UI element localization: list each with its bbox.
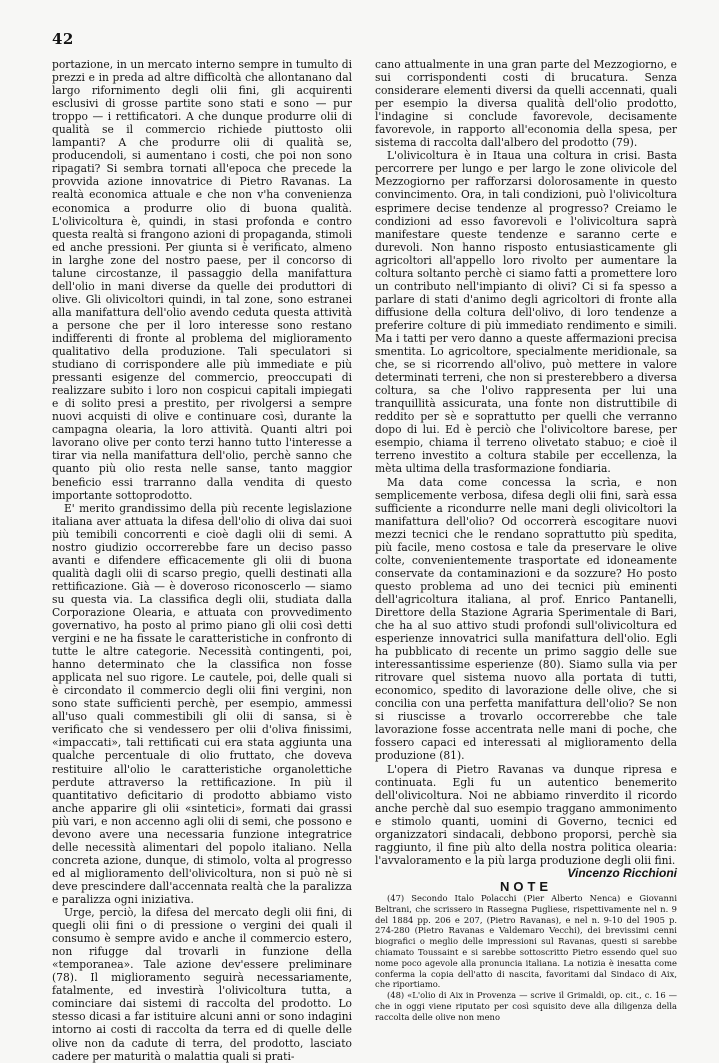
author-signature: Vincenzo Ricchioni [567, 865, 677, 880]
body-paragraph: Ma data come concessa la scrìa, e non semplicemente verbosa, difesa degli olii fini, sarà essa sufficiente a ricondurre nelle mani degli olivicoltori la manifattura dell'olio? Od occorrerà escogitare nuovi mezzi tecnici che le rendano soprattutto più spedita, più facile, meno costosa e tale da preservare le olive colte, convenientemente trasportate ed idoneamente conservate da contaminazioni e da sozzure? Ho posto questo problema ad uno dei tecnici più eminenti dell'agricoltura italiana, al prof. Enrico Pantanelli, Direttore della Stazione Agraria Sperimentale di Bari, che ha al suo attivo studi profondi sull'olivicoltura ed esperienze innovatrici sulla manifattura dell'olio. Egli ha pubblicato di recente un primo saggio delle sue interessantissime esperienze (80). Siamo sulla via per ritrovare quel sistema nuovo alla portata di tutti, economico, spedito di lavorazione delle olive, che si concilia con una perfetta manifattura dell'olio? Se non si riuscisse a trovarlo occorrerebbe che tale lavorazione fosse accentrata nelle mani di poche, che fossero capaci ed interessati al miglioramento della produzione (81). [375, 475, 677, 763]
footnote: (47) Secondo Italo Polacchi (Pier Alberto Nenca) e Giovanni Beltrani, che scrissero in Rassegna Pugliese, rispettivamente nel n. 9 del 1884 pp. 206 e 207, (Pietro Ravanas), e nel n. 9-10 del 1905 p. 274-280 (Pietro Ravanas e Valdemaro Vecchi), dei brevissimi cenni biografici o meglio delle impressioni sul Ravanas, questi si sarebbe chiamato Toussaint e si sarebbe sottoscritto Pietro essendo quel suo nome poco agevole alla pronuncia italiana. La notizia è inesatta come conferma la copia dell'atto di nascita, favoritami dal Sindaco di Aix, che riportiamo. [375, 893, 677, 990]
body-paragraph: L'opera di Pietro Ravanas va dunque ripresa e continuata. Egli fu un autentico benemerito dell'olivicoltura. Noi ne abbiamo rinverdito il ricordo anche perchè dal suo esempio traggano ammonimento e stimolo quanti, uomini di Governo, tecnici ed organizzatori sindacali, debbono proporsi, perchè sia raggiunto, il fine più alto della nostra politica olearia: l'avvaloramento e la più larga produzione degli olii fini. [375, 762, 677, 867]
body-paragraph: Urge, perciò, la difesa del mercato degli olii fini, di quegli olii fini o di pressione o vergini dei quali il consumo è sempre avido e anche il commercio estero, non rifugge dal trovarli in funzione della «temporanea». Tale azione dev'essere preliminare (78). Il miglioramento seguirà necessariamente, fatalmente, ed investirà l'olivicoltura tutta, a cominciare dai sistemi di raccolta del prodotto. Lo stesso dicasi a far istituire alcuni anni or sono indagini intorno ai costi di raccolta da terra ed di quelle delle olive non da cadute di terra, del prodotto, lasciato cadere per maturità o malattia quali si prati- [52, 906, 352, 1063]
right-column [375, 58, 677, 1023]
body-paragraph: cano attualmente in una gran parte del Mezzogiorno, e sui corrispondenti costi di brucatura. Senza considerare elementi diversi da quelli accennati, quali per esempio la diversa qualità dell'olio prodotto, l'indagine si conclude favorevole, decisamente favorevole, in rapporto all'economia della spesa, per sistema di raccolta dall'albero del prodotto (79). [375, 58, 677, 150]
footnote: (48) «L'olio di Aix in Provenza — scrive il Grimaldi, op. cit., c. 16 — che in oggi viene riputato per così squisito deve alla diligenza della raccolta delle olive non meno [375, 990, 677, 1022]
notes-heading: NOTE [499, 878, 553, 894]
body-paragraph: E' merito grandissimo della più recente legislazione italiana aver attuata la difesa dell'olio di oliva dai suoi più temibili concorrenti e cioè dagli olii di semi. A nostro giudizio occorrerebbe fare un deciso passo avanti e difendere efficacemente gli olii di buona qualità dagli olii di scarso pregio, quelli destinati alla rettificazione. Già — è doveroso riconoscerlo — siamo su questa via. La classifica degli olii, studiata dalla Corporazione Olearia, e attuata con provvedimento governativo, ha posto al primo piano gli olii così detti vergini e ne ha fissate le caratteristiche in confronto di tutte le altre categorie. Necessità contingenti, poi, hanno determinato che la classifica non fosse applicata nel suo rigore. Le cautele, poi, delle quali si è circondato il commercio degli olii fini vergini, non sono state sufficienti perchè, per esempio, ammessi all'uso quali commestibili gli olii di sansa, si è verificato che si vendessero per olii d'oliva finissimi, «impaccati», tali rettificati cui era stata aggiunta una qualche percentuale di olio fruttato, che doveva restituire all'olio le caratteristiche organolettiche perdute attraverso la rettificazione. In più il quantitativo deficitario di prodotto abbiamo visto anche apparire gli olii «sintetici», formati dai grassi più vari, e non accenno agli olii di semi, che possono e devono avere una necessaria funzione integratrice delle necessità alimentari del popolo italiano. Nella concreta azione, dunque, di stimolo, volta al progresso ed al miglioramento dell'olivicoltura, non si può nè si deve prescindere dall'accennata realtà che la paralizza e paralizza ogni iniziativa. [52, 501, 352, 906]
left-column [52, 58, 352, 1063]
page-number: 42 [52, 30, 74, 48]
body-paragraph: L'olivicoltura è in Itaua una coltura in crisi. Basta percorrere per lungo e per largo le zone olivicole del Mezzogiorno per rafforzarsi dolorosamente in questo convincimento. Ora, in tali condizioni, può l'olivicoltura esprimere decise tendenze al progresso? Creiamo le condizioni ad esso favorevoli e l'olivicoltura saprà manifestare queste tendenze e saranno certe e durevoli. Non hanno risposto entusiasticamente gli agricoltori all'appello loro rivolto per aumentare la coltura soltanto perchè ci siamo fatti a promettere loro un contributo nell'impianto di olivi? Ci si fa spesso a parlare di stati d'animo degli agricoltori di fronte alla diffusione della coltura dell'olivo, di loro tendenze a preferire colture di più immediato rendimento e simili. Ma i tatti per vero danno a queste affermazioni precisa smentita. Lo agricoltore, specialmente meridionale, sa che, se si ricorrendo all'olivo, può mettere in valore determinati terreni, che non si presterebbero a diversa coltura, sa che l'olivo rappresenta per lui una tranquillità assicurata, una fonte non distruttibile di reddito per sè e soprattutto per quelli che verranno dopo di lui. Ed è perciò che l'olivicoltore barese, per esempio, chiama il terreno olivetato stabuo; e cioè il terreno investito a coltura stabile per eccellenza, la mèta ultima della trasformazione fondiaria. [375, 149, 677, 476]
body-paragraph: portazione, in un mercato interno sempre in tumulto di prezzi e in preda ad altre difficoltà che allontanano dal largo rifornimento degli olii fini, gli acquirenti esclusivi di grosse partite sono stati e sono — pur troppo — i rettificatori. A che dunque produrre olii di qualità se il commercio richiede piuttosto olii lampanti? A che produrre olii di qualità se, producendoli, si aumentano i costi, che poi non sono ripagati? Si sembra tornati all'epoca che precede la provvida azione innovatrice di Pietro Ravanas. La realtà economica attuale e che non v'ha convenienza economica a produrre olio di buona qualità. L'olivicoltura è, quindi, in stasi profonda e contro questa realtà si frangono azioni di propaganda, stimoli ed anche pressioni. Per giunta si è verificato, almeno in larghe zone del nostro paese, per il concorso di talune circostanze, il passaggio della manifattura dell'olio in mani diverse da quelle dei produttori di olive. Gli olivicoltori quindi, in tal zone, sono estranei alla manifattura dell'olio avendo ceduta questa attività a persone che per il loro interesse sono restano indifferenti di fronte al problema del miglioramento qualitativo della produzione. Tali speculatori si studiano di corrispondere alle più immediate e più pressanti esigenze del commercio, preoccupati di realizzare subito i loro non cospicui capitali impiegati e di solito presi a prestito, per rivolgersi a sempre nuovi acquisti di olive e continuare così, durante la campagna olearia, la loro attività. Quanti altri poi lavorano olive per conto terzi hanno tutto l'interesse a tirar via nella manifattura dell'olio, perchè sanno che quanto più olio resta nelle sanse, tanto maggior beneficio essi trarranno dalla vendita di questo importante sottoprodotto. [52, 58, 352, 502]
